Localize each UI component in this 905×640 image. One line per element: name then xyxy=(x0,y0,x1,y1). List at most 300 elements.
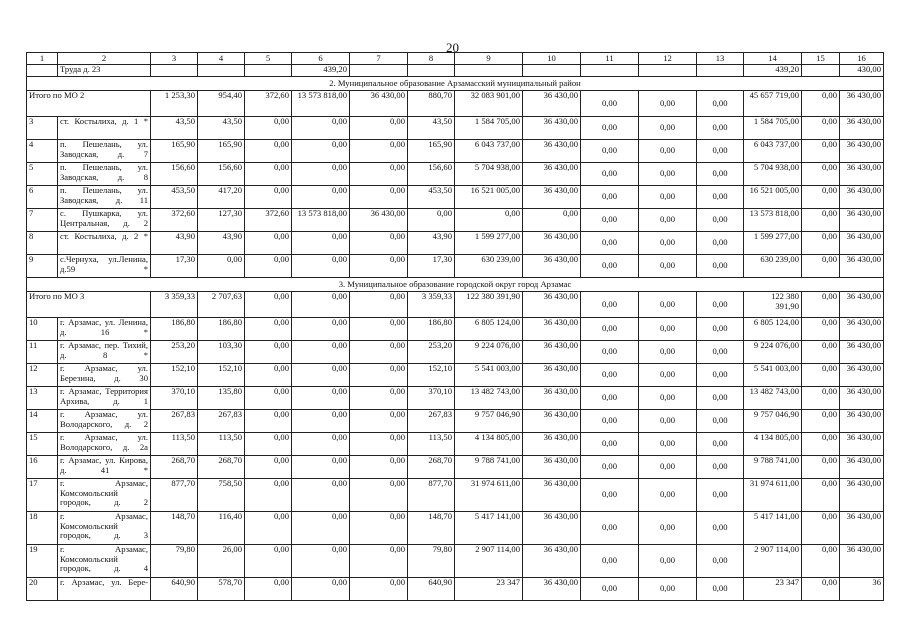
table-cell xyxy=(350,65,408,77)
table-cell: 6 xyxy=(292,53,350,65)
table-cell: 0,00 xyxy=(581,163,639,186)
table-row xyxy=(27,364,884,387)
table-cell: 17,30 xyxy=(408,255,455,278)
table-cell: 0,00 xyxy=(639,232,697,255)
table-cell xyxy=(639,65,697,77)
table-cell: 0,00 xyxy=(802,318,840,341)
table-cell: 6 805 124,00 xyxy=(744,318,802,341)
table-cell: 0,00 xyxy=(292,255,350,278)
table-cell: 16 xyxy=(840,53,884,65)
table-cell: 0,00 xyxy=(697,255,744,278)
table-cell: 0,00 xyxy=(639,292,697,318)
table-cell: 1 584 705,00 xyxy=(455,117,523,140)
table-cell: 36 430,00 xyxy=(523,387,581,410)
table-cell: 0,00 xyxy=(802,186,840,209)
table-cell: 152,10 xyxy=(408,364,455,387)
table-cell: г. Арзамас, ул. Бере- xyxy=(58,578,151,601)
table-cell: 267,83 xyxy=(151,410,198,433)
table-cell: 9 xyxy=(27,255,58,278)
table-cell: 36 430,00 xyxy=(840,410,884,433)
table-cell: 122 380 391,90 xyxy=(455,292,523,318)
table-cell: 0,00 xyxy=(639,140,697,163)
table-cell: 152,10 xyxy=(151,364,198,387)
table-cell: 0,00 xyxy=(581,186,639,209)
table-cell: 7 xyxy=(350,53,408,65)
table-cell: 630 239,00 xyxy=(455,255,523,278)
table-row xyxy=(27,512,884,545)
table-cell xyxy=(697,65,744,77)
table-cell: 113,50 xyxy=(151,433,198,456)
table-cell: 9 224 076,00 xyxy=(455,341,523,364)
table-cell: 12 xyxy=(639,53,697,65)
table-cell: 0,00 xyxy=(245,364,292,387)
table-cell: 2 907 114,00 xyxy=(455,545,523,578)
table-cell: 877,70 xyxy=(151,479,198,512)
table-cell: 36 430,00 xyxy=(523,479,581,512)
table-cell: 6 805 124,00 xyxy=(455,318,523,341)
table-cell: 36 430,00 xyxy=(840,186,884,209)
table-cell xyxy=(581,65,639,77)
table-cell: 36 430,00 xyxy=(840,292,884,318)
table-cell: 36 430,00 xyxy=(840,117,884,140)
table-cell: 0,00 xyxy=(802,512,840,545)
table-cell: 43,90 xyxy=(151,232,198,255)
table-cell: 0,00 xyxy=(697,545,744,578)
table-cell: 0,00 xyxy=(581,117,639,140)
table-cell: 372,60 xyxy=(151,209,198,232)
table-cell: 1 xyxy=(27,53,58,65)
table-cell: 43,50 xyxy=(198,117,245,140)
table-cell: 370,10 xyxy=(151,387,198,410)
table-cell: 0,00 xyxy=(245,578,292,601)
table-cell: 36 430,00 xyxy=(523,140,581,163)
table-cell: 439,20 xyxy=(292,65,350,77)
table-cell: 15 xyxy=(802,53,840,65)
table-cell: 17,30 xyxy=(151,255,198,278)
table-cell: 268,70 xyxy=(408,456,455,479)
table-cell: г. Арзамас, ул. Кирова, д. 41 * xyxy=(58,456,151,479)
table-cell: 0,00 xyxy=(581,512,639,545)
table-cell: 2. Муниципальное образование Арзамасский муниципальный район xyxy=(27,77,884,91)
table-cell: 36 430,00 xyxy=(840,232,884,255)
table-cell: 36 430,00 xyxy=(523,318,581,341)
table-cell: 0,00 xyxy=(802,232,840,255)
table-cell: 31 974 611,00 xyxy=(455,479,523,512)
table-cell: 36 430,00 xyxy=(840,209,884,232)
table-cell: г. Арзамас, ул. Березина, д. 30 xyxy=(58,364,151,387)
table-cell: 36 430,00 xyxy=(840,387,884,410)
table-cell: 43,50 xyxy=(151,117,198,140)
table-cell: г. Арзамас, ул. Володарского, д. 2а xyxy=(58,433,151,456)
table-cell: 0,00 xyxy=(697,433,744,456)
table-cell: 0,00 xyxy=(581,545,639,578)
table-cell: 20 xyxy=(27,578,58,601)
table-cell: 0,00 xyxy=(802,456,840,479)
table-cell: 0,00 xyxy=(639,387,697,410)
table-cell xyxy=(151,65,198,77)
table-cell: 0,00 xyxy=(350,163,408,186)
table-cell: 0,00 xyxy=(245,163,292,186)
table-cell: 370,10 xyxy=(408,387,455,410)
table-row xyxy=(27,117,884,140)
table-cell: 156,60 xyxy=(408,163,455,186)
table-cell: 0,00 xyxy=(292,140,350,163)
table-cell: 0,00 xyxy=(292,232,350,255)
table-cell: 36 430,00 xyxy=(523,91,581,117)
table-cell: 2 907 114,00 xyxy=(744,545,802,578)
table-cell: 36 430,00 xyxy=(523,364,581,387)
table-cell: 36 430,00 xyxy=(840,512,884,545)
table-cell: 9 788 741,00 xyxy=(744,456,802,479)
table-cell: 17 xyxy=(27,479,58,512)
table-cell: 26,00 xyxy=(198,545,245,578)
table-row xyxy=(27,433,884,456)
table-cell: 0,00 xyxy=(350,117,408,140)
table-cell: 268,70 xyxy=(198,456,245,479)
table-cell: 0,00 xyxy=(697,387,744,410)
table-cell: 267,83 xyxy=(408,410,455,433)
table-cell: 5 xyxy=(245,53,292,65)
table-cell xyxy=(27,65,58,77)
table-cell: 0,00 xyxy=(697,140,744,163)
table-cell: 578,70 xyxy=(198,578,245,601)
table-cell: 439,20 xyxy=(744,65,802,77)
table-cell: 15 xyxy=(27,433,58,456)
table-cell: 5 541 003,00 xyxy=(744,364,802,387)
table-cell: 4 xyxy=(27,140,58,163)
table-cell: 36 430,00 xyxy=(523,163,581,186)
table-cell: 0,00 xyxy=(245,456,292,479)
table-cell: 9 757 046,90 xyxy=(744,410,802,433)
table-cell: 453,50 xyxy=(408,186,455,209)
table-cell: 36 430,00 xyxy=(840,91,884,117)
table-cell: 36 430,00 xyxy=(840,341,884,364)
table-cell: Итого по МО 2 xyxy=(27,91,151,117)
table-cell: 2 xyxy=(58,53,151,65)
table-cell: 0,00 xyxy=(639,209,697,232)
table-cell: 0,00 xyxy=(581,433,639,456)
table-cell: 0,00 xyxy=(802,209,840,232)
section-title-row xyxy=(27,77,884,91)
table-cell: 0,00 xyxy=(581,232,639,255)
table-cell: 14 xyxy=(27,410,58,433)
table-cell: 0,00 xyxy=(697,186,744,209)
table-cell xyxy=(408,65,455,77)
table-cell: 0,00 xyxy=(350,186,408,209)
table-cell: 36 430,00 xyxy=(523,512,581,545)
table-cell: 0,00 xyxy=(245,292,292,318)
table-cell: 0,00 xyxy=(245,479,292,512)
table-row xyxy=(27,545,884,578)
table-cell: 1 599 277,00 xyxy=(455,232,523,255)
table-cell: 36 430,00 xyxy=(350,91,408,117)
table-cell: г. Арзамас, ул. Ленина, д. 16 * xyxy=(58,318,151,341)
table-cell: 0,00 xyxy=(697,292,744,318)
table-cell: 0,00 xyxy=(350,578,408,601)
table-cell: 0,00 xyxy=(292,456,350,479)
table-cell: 0,00 xyxy=(802,140,840,163)
section-total-row xyxy=(27,292,884,318)
table-cell: 0,00 xyxy=(802,364,840,387)
table-cell: 0,00 xyxy=(350,318,408,341)
table-cell: 372,60 xyxy=(245,209,292,232)
table-cell: 0,00 xyxy=(245,117,292,140)
table-cell: 0,00 xyxy=(697,232,744,255)
table-cell: ст. Костылиха, д. 1 * xyxy=(58,117,151,140)
table-row xyxy=(27,232,884,255)
table-cell: 11 xyxy=(27,341,58,364)
table-cell: 23 347 xyxy=(455,578,523,601)
table-cell: 23 347 xyxy=(744,578,802,601)
table-cell: 13 482 743,00 xyxy=(455,387,523,410)
table-cell: 0,00 xyxy=(581,456,639,479)
table-cell: 165,90 xyxy=(198,140,245,163)
table-cell: 0,00 xyxy=(581,318,639,341)
table-cell: 4 xyxy=(198,53,245,65)
table-cell: 5 417 141,00 xyxy=(455,512,523,545)
table-cell: 7 xyxy=(27,209,58,232)
table-cell: 0,00 xyxy=(455,209,523,232)
table-cell: г. Арзамас, ул. Володарского, д. 2 xyxy=(58,410,151,433)
table-cell: 0,00 xyxy=(581,255,639,278)
table-cell: 0,00 xyxy=(292,410,350,433)
table-cell: 640,90 xyxy=(408,578,455,601)
table-cell: 0,00 xyxy=(639,163,697,186)
table-cell: 36 430,00 xyxy=(840,140,884,163)
table-cell xyxy=(198,65,245,77)
table-cell: 0,00 xyxy=(802,578,840,601)
table-cell: 880,70 xyxy=(408,91,455,117)
table-cell: 36 430,00 xyxy=(840,456,884,479)
table-cell: 0,00 xyxy=(350,387,408,410)
table-row xyxy=(27,140,884,163)
table-cell: 0,00 xyxy=(802,387,840,410)
table-cell: 0,00 xyxy=(639,255,697,278)
table-cell: г. Арзамас, Комсомольский городок, д. 2 xyxy=(58,479,151,512)
table-cell: 0,00 xyxy=(245,140,292,163)
table-cell: 36 430,00 xyxy=(523,433,581,456)
table-cell: 10 xyxy=(523,53,581,65)
table-cell: 0,00 xyxy=(639,186,697,209)
table-cell: 0,00 xyxy=(245,545,292,578)
table-cell: 6 043 737,00 xyxy=(455,140,523,163)
table-cell: 0,00 xyxy=(245,318,292,341)
table-cell: 3. Муниципальное образование городской округ город Арзамас xyxy=(27,278,884,292)
table-cell: 0,00 xyxy=(350,341,408,364)
table-cell: 103,30 xyxy=(198,341,245,364)
table-cell: 0,00 xyxy=(697,512,744,545)
table-cell: 31 974 611,00 xyxy=(744,479,802,512)
table-cell: 0,00 xyxy=(697,341,744,364)
table-cell: 0,00 xyxy=(245,410,292,433)
table-cell: 0,00 xyxy=(245,341,292,364)
table-cell: 0,00 xyxy=(802,479,840,512)
table-cell: 156,60 xyxy=(151,163,198,186)
table-cell: 13 xyxy=(27,387,58,410)
table-cell: 0,00 xyxy=(581,341,639,364)
table-cell: 0,00 xyxy=(292,318,350,341)
table-cell: 12 xyxy=(27,364,58,387)
table-cell: 0,00 xyxy=(292,292,350,318)
table-cell: 0,00 xyxy=(350,232,408,255)
table-row xyxy=(27,255,884,278)
table-cell: 0,00 xyxy=(802,163,840,186)
table-cell: 877,70 xyxy=(408,479,455,512)
table-cell: 152,10 xyxy=(198,364,245,387)
table-cell: 0,00 xyxy=(581,91,639,117)
table-cell: 36 430,00 xyxy=(523,456,581,479)
table-cell: 253,20 xyxy=(151,341,198,364)
table-cell xyxy=(245,65,292,77)
table-cell: 9 788 741,00 xyxy=(455,456,523,479)
table-cell: 16 521 005,00 xyxy=(455,186,523,209)
table-cell: 186,80 xyxy=(151,318,198,341)
table-cell: с. Пушкарка, ул. Центральная, д. 2 xyxy=(58,209,151,232)
table-cell: 0,00 xyxy=(581,364,639,387)
table-cell: 0,00 xyxy=(639,578,697,601)
table-cell: 0,00 xyxy=(697,578,744,601)
table-cell: г. Арзамас, пер. Тихий, д. 8 * xyxy=(58,341,151,364)
table-cell: Труда д. 23 xyxy=(58,65,151,77)
column-number-row xyxy=(27,53,884,65)
table-cell: 135,80 xyxy=(198,387,245,410)
table-cell: 1 599 277,00 xyxy=(744,232,802,255)
table-cell: 0,00 xyxy=(581,578,639,601)
table-cell: 186,80 xyxy=(408,318,455,341)
table-cell: 0,00 xyxy=(697,117,744,140)
table-cell: 8 xyxy=(408,53,455,65)
table-cell: 0,00 xyxy=(292,578,350,601)
table-cell: 0,00 xyxy=(350,512,408,545)
table-cell: 0,00 xyxy=(639,318,697,341)
table-cell: 0,00 xyxy=(697,410,744,433)
table-cell: с.Чернуха, ул.Ленина, д.59 * xyxy=(58,255,151,278)
table-cell xyxy=(455,65,523,77)
table-cell: 253,20 xyxy=(408,341,455,364)
table-cell: 0,00 xyxy=(802,545,840,578)
table-cell: 0,00 xyxy=(350,292,408,318)
table-cell: 165,90 xyxy=(408,140,455,163)
table-cell: 79,80 xyxy=(408,545,455,578)
table-cell: п. Пешелань, ул. Заводская, д. 8 xyxy=(58,163,151,186)
table-cell: 0,00 xyxy=(581,140,639,163)
table-cell: 13 xyxy=(697,53,744,65)
table-row xyxy=(27,387,884,410)
table-cell: 0,00 xyxy=(245,186,292,209)
table-cell: 0,00 xyxy=(581,410,639,433)
table-row xyxy=(27,578,884,601)
table-cell: 0,00 xyxy=(639,479,697,512)
table-cell: 36 430,00 xyxy=(840,163,884,186)
table-cell: 36 430,00 xyxy=(523,255,581,278)
table-cell: 43,50 xyxy=(408,117,455,140)
table-cell: 0,00 xyxy=(639,545,697,578)
table-cell: 0,00 xyxy=(802,341,840,364)
table-cell: 0,00 xyxy=(697,456,744,479)
table-cell: 0,00 xyxy=(292,433,350,456)
table-cell: 0,00 xyxy=(697,479,744,512)
table-cell: 0,00 xyxy=(292,479,350,512)
table-cell: 0,00 xyxy=(350,140,408,163)
table-cell: 36 430,00 xyxy=(840,364,884,387)
table-cell: 1 253,30 xyxy=(151,91,198,117)
table-cell: 9 757 046,90 xyxy=(455,410,523,433)
table-cell: 417,20 xyxy=(198,186,245,209)
table-cell: 36 430,00 xyxy=(840,479,884,512)
table-cell: 0,00 xyxy=(245,232,292,255)
table-row xyxy=(27,479,884,512)
table-cell: 640,90 xyxy=(151,578,198,601)
table-cell: 430,00 xyxy=(840,65,884,77)
table-cell: 13 573 818,00 xyxy=(292,209,350,232)
table-cell: 5 541 003,00 xyxy=(455,364,523,387)
table-cell: 268,70 xyxy=(151,456,198,479)
table-cell: 36 430,00 xyxy=(523,117,581,140)
table-row xyxy=(27,318,884,341)
table-row xyxy=(27,209,884,232)
page-number: 20 xyxy=(446,40,459,55)
table-cell: 3 359,33 xyxy=(151,292,198,318)
data-table xyxy=(26,52,884,601)
table-cell: 0,00 xyxy=(350,433,408,456)
table-cell: 36 xyxy=(840,578,884,601)
table-cell: 0,00 xyxy=(350,545,408,578)
table-cell: 0,00 xyxy=(697,163,744,186)
table-cell: 0,00 xyxy=(292,545,350,578)
table-cell: 148,70 xyxy=(408,512,455,545)
table-cell: 36 430,00 xyxy=(523,186,581,209)
table-cell: 1 584 705,00 xyxy=(744,117,802,140)
table-cell: 36 430,00 xyxy=(840,318,884,341)
table-cell: 36 430,00 xyxy=(840,433,884,456)
table-cell: 3 359,33 xyxy=(408,292,455,318)
table-cell: 453,50 xyxy=(151,186,198,209)
table-cell: г. Арзамас, Комсомольский городок, д. 4 xyxy=(58,545,151,578)
table-cell: 0,00 xyxy=(292,163,350,186)
table-cell: 11 xyxy=(581,53,639,65)
table-cell: 4 134 805,00 xyxy=(455,433,523,456)
table-cell: 0,00 xyxy=(581,479,639,512)
table-cell: 5 xyxy=(27,163,58,186)
table-cell: 14 xyxy=(744,53,802,65)
table-cell: 5 704 938,00 xyxy=(455,163,523,186)
table-cell: 36 430,00 xyxy=(523,410,581,433)
table-cell: 0,00 xyxy=(581,387,639,410)
table-cell: 5 417 141,00 xyxy=(744,512,802,545)
table-row xyxy=(27,456,884,479)
table-cell: 36 430,00 xyxy=(523,545,581,578)
table-cell: 36 430,00 xyxy=(840,255,884,278)
table-cell: 0,00 xyxy=(245,387,292,410)
table-cell: 165,90 xyxy=(151,140,198,163)
section-total-row xyxy=(27,91,884,117)
table-cell xyxy=(802,65,840,77)
table-cell: 630 239,00 xyxy=(744,255,802,278)
table-cell: 0,00 xyxy=(639,512,697,545)
table-cell: 19 xyxy=(27,545,58,578)
table-cell: 0,00 xyxy=(802,255,840,278)
table-cell: 267,83 xyxy=(198,410,245,433)
table-cell: 0,00 xyxy=(292,341,350,364)
table-cell: 13 573 818,00 xyxy=(292,91,350,117)
table-cell: 9 224 076,00 xyxy=(744,341,802,364)
table-cell: 0,00 xyxy=(802,292,840,318)
table-cell: 0,00 xyxy=(350,456,408,479)
table-cell: 0,00 xyxy=(639,364,697,387)
table-cell: 18 xyxy=(27,512,58,545)
table-cell: 16 521 005,00 xyxy=(744,186,802,209)
table-cell: 32 083 901,00 xyxy=(455,91,523,117)
